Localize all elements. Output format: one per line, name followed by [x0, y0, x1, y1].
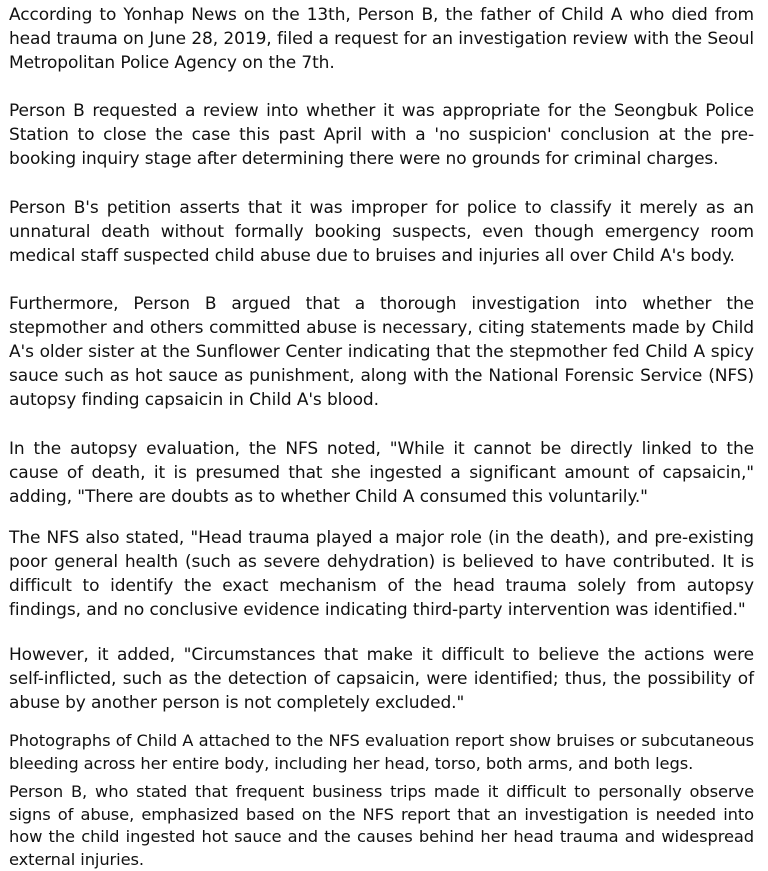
paragraph-autopsy-evaluation: In the autopsy evaluation, the NFS noted, "While it cannot be directly linked to the cause of death, it is presumed that she ingested a significant amount of capsaicin," adding, "There are doubts as to whether Child A consumed this voluntarily."	[9, 439, 754, 507]
paragraph-photographs: Photographs of Child A attached to the NFS evaluation report show bruises or subcutaneous bleeding across her entire body, including her head, torso, both arms, and both legs.	[9, 731, 754, 773]
paragraph-nfs-statement: The NFS also stated, "Head trauma played a major role (in the death), and pre-existing poor general health (such as severe dehydration) is believed to have contributed. It is difficult to identify the exact mechanism of the head trauma solely from autopsy findings, and no conclusive evidence indicating third-party intervention was identified."	[9, 528, 754, 620]
paragraph-nfs-addition: However, it added, "Circumstances that make it difficult to believe the actions were self-inflicted, such as the detection of capsaicin, were identified; thus, the possibility of abuse by another person is not completely excluded."	[9, 645, 754, 713]
paragraph-report-intro: According to Yonhap News on the 13th, Person B, the father of Child A who died from head trauma on June 28, 2019, filed a request for an investigation review with the Seoul Metropolitan Police Agency on the 7th.	[9, 5, 754, 73]
paragraph-conclusion: Person B, who stated that frequent business trips made it difficult to personally observe signs of abuse, emphasized based on the NFS report that an investigation is needed into how the child ingested hot sauce and the causes behind her head trauma and widespread external injuries.	[9, 782, 754, 869]
paragraph-investigation-argument: Furthermore, Person B argued that a thorough investigation into whether the stepmother and others committed abuse is necessary, citing statements made by Child A's older sister at the Sunflower Center indicating that the stepmother fed Child A spicy sauce such as hot sauce as punishment, along with the National Forensic Service (NFS) autopsy finding capsaicin in Child A's blood.	[9, 294, 754, 410]
paragraph-petition: Person B's petition asserts that it was improper for police to classify it merely as an unnatural death without formally booking suspects, even though emergency room medical staff suspected child abuse due to bruises and injuries all over Child A's body.	[9, 198, 754, 266]
paragraph-review-request: Person B requested a review into whether it was appropriate for the Seongbuk Police Station to close the case this past April with a 'no suspicion' conclusion at the pre-booking inquiry stage after determining there were no grounds for criminal charges.	[9, 101, 754, 169]
